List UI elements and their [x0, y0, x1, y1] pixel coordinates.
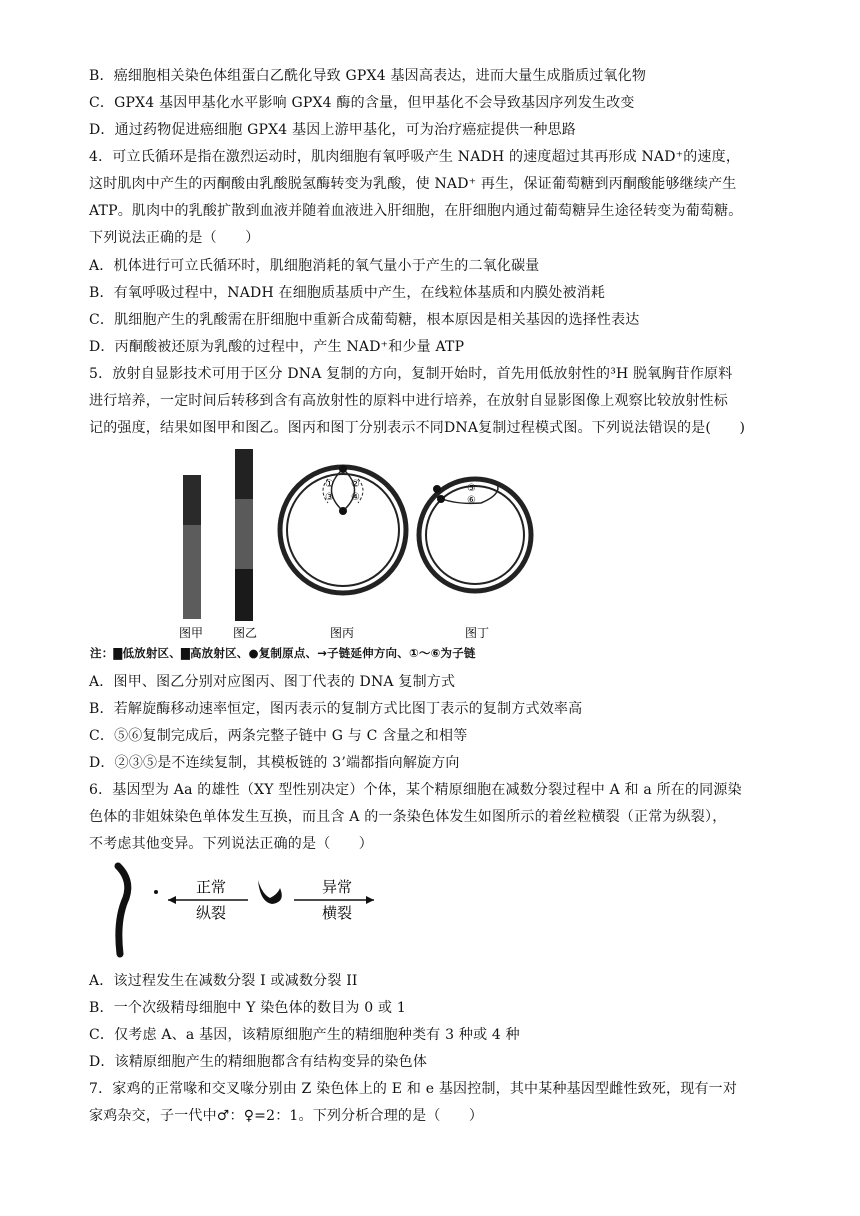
fig-jia-high-zone	[183, 525, 201, 619]
q7-stem-line-1: 7．家鸡的正常喙和交叉喙分别由 Z 染色体上的 E 和 e 基因控制，其中某种基因型雌性致死，现有一对	[89, 1081, 738, 1097]
q6-stem-line-2: 色体的非姐妹染色单体发生互换，而且含 A 的一条染色体发生如图所示的着丝粒横裂（正常为纵裂），	[89, 809, 727, 825]
fig-ding-mark-6: ⑥	[467, 495, 476, 506]
q4-stem-line-4: 下列说法正确的是（ ）	[89, 230, 260, 246]
q3-option-b: B．癌细胞相关染色体组蛋白乙酰化导致 GPX4 基因高表达，进而大量生成脂质过氧化物	[89, 68, 647, 84]
abnormal-label-top: 异常	[322, 878, 353, 896]
fig-yi-top-zone	[235, 449, 253, 499]
q5-option-b: B．若解旋酶移动速率恒定，图丙表示的复制方式比图丁表示的复制方式效率高	[89, 701, 583, 717]
q7-stem-line-2: 家鸡杂交，子一代中♂：♀=2：1。下列分析合理的是（ ）	[89, 1108, 484, 1124]
q5-stem-line-2: 进行培养，一定时间后转移到含有高放射性的原料中进行培养，在放射自显影图像上观察比较放射性标	[89, 393, 728, 409]
q6-option-b: B．一个次级精母细胞中 Y 染色体的数目为 0 或 1	[89, 1000, 406, 1016]
q5-option-d: D．②③⑤是不连续复制，其模板链的 3’端都指向解旋方向	[89, 755, 460, 771]
fig-ding-origin-1	[433, 485, 441, 493]
dna-replication-figure	[115, 445, 565, 665]
q6-option-a: A．该过程发生在减数分裂 I 或减数分裂 II	[89, 973, 358, 989]
q6-stem-line-1: 6．基因型为 Aa 的雄性（XY 型性别决定）个体，某个精原细胞在减数分裂过程中 A 和 a 所在的同源染	[89, 782, 742, 798]
q3-option-c: C．GPX4 基因甲基化水平影响 GPX4 酶的含量，但甲基化不会导致基因序列发生改变	[89, 95, 635, 111]
centromere-split-figure	[110, 862, 410, 962]
fig-bing-origin-top	[339, 465, 347, 473]
normal-label-bottom: 纵裂	[196, 904, 227, 922]
q5-option-c: C．⑤⑥复制完成后，两条完整子链中 G 与 C 含量之和相等	[89, 728, 468, 744]
fig-label-jia: 图甲	[179, 626, 204, 640]
q4-stem-line-3: ATP。肌肉中的乳酸扩散到血液并随着血液进入肝细胞，在肝细胞内通过葡萄糖异生途径转变为葡萄糖。	[89, 203, 743, 219]
fig-ding-mark-5: ⑤	[467, 483, 476, 494]
q6-option-d: D．该精原细胞产生的精细胞都含有结构变异的染色体	[89, 1054, 428, 1070]
fig-note: 注：▇低放射区、▇高放射区、●复制原点、→子链延伸方向、①～⑥为子链	[90, 646, 476, 660]
fig-label-ding: 图丁	[465, 626, 490, 640]
q6-option-c: C．仅考虑 A、a 基因，该精原细胞产生的精细胞种类有 3 种或 4 种	[89, 1027, 520, 1043]
q5-stem-line-3: 记的强度，结果如图甲和图乙。图丙和图丁分别表示不同DNA复制过程模式图。下列说法错误的是( )	[89, 420, 746, 436]
fig-bing-mark-4: ④	[351, 492, 360, 503]
q5-option-a: A．图甲、图乙分别对应图丙、图丁代表的 DNA 复制方式	[89, 674, 456, 690]
fig-yi-bottom-zone	[235, 569, 253, 621]
q4-stem-line-2: 这时肌肉中产生的丙酮酸由乳酸脱氢酶转变为乳酸，使 NAD⁺ 再生，保证葡萄糖到丙酮酸能够继续产生	[89, 176, 737, 192]
q4-option-a: A．机体进行可立氏循环时，肌细胞消耗的氧气量小于产生的二氧化碳量	[89, 258, 540, 274]
fig-bing-diagram	[280, 465, 406, 593]
fig-yi-mid-zone	[235, 499, 253, 569]
fig-ding-origin-2	[437, 495, 445, 503]
fig-ding-diagram	[419, 479, 531, 591]
fig-jia-low-zone	[183, 475, 201, 525]
q4-option-d: D．丙酮酸被还原为乳酸的过程中，产生 NAD⁺和少量 ATP	[89, 339, 465, 355]
fig-bing-origin-bottom	[339, 507, 347, 515]
q4-stem-line-1: 4．可立氏循环是指在激烈运动时，肌肉细胞有氧呼吸产生 NADH 的速度超过其再形成 NAD⁺的速度，	[89, 149, 741, 165]
q3-option-d: D．通过药物促进癌细胞 GPX4 基因上游甲基化，可为治疗癌症提供一种思路	[89, 122, 577, 138]
fig-bing-mark-1: ①	[325, 479, 334, 490]
normal-label-top: 正常	[196, 878, 227, 896]
fig-bing-mark-2: ③	[325, 492, 334, 503]
q6-stem-line-3: 不考虑其他变异。下列说法正确的是（ ）	[89, 836, 373, 852]
q4-option-c: C．肌细胞产生的乳酸需在肝细胞中重新合成葡萄糖，根本原因是相关基因的选择性表达	[89, 312, 640, 328]
abnormal-label-bottom: 横裂	[322, 904, 353, 922]
fig-label-yi: 图乙	[233, 626, 258, 640]
fig-bing-mark-3: ②	[351, 479, 360, 490]
q4-option-b: B．有氧呼吸过程中，NADH 在细胞质基质中产生，在线粒体基质和内膜处被消耗	[89, 285, 606, 301]
q5-stem-line-1: 5．放射自显影技术可用于区分 DNA 复制的方向，复制开始时，首先用低放射性的³H 脱氧胸苷作原料	[89, 366, 733, 382]
fig-label-bing: 图丙	[330, 626, 355, 640]
